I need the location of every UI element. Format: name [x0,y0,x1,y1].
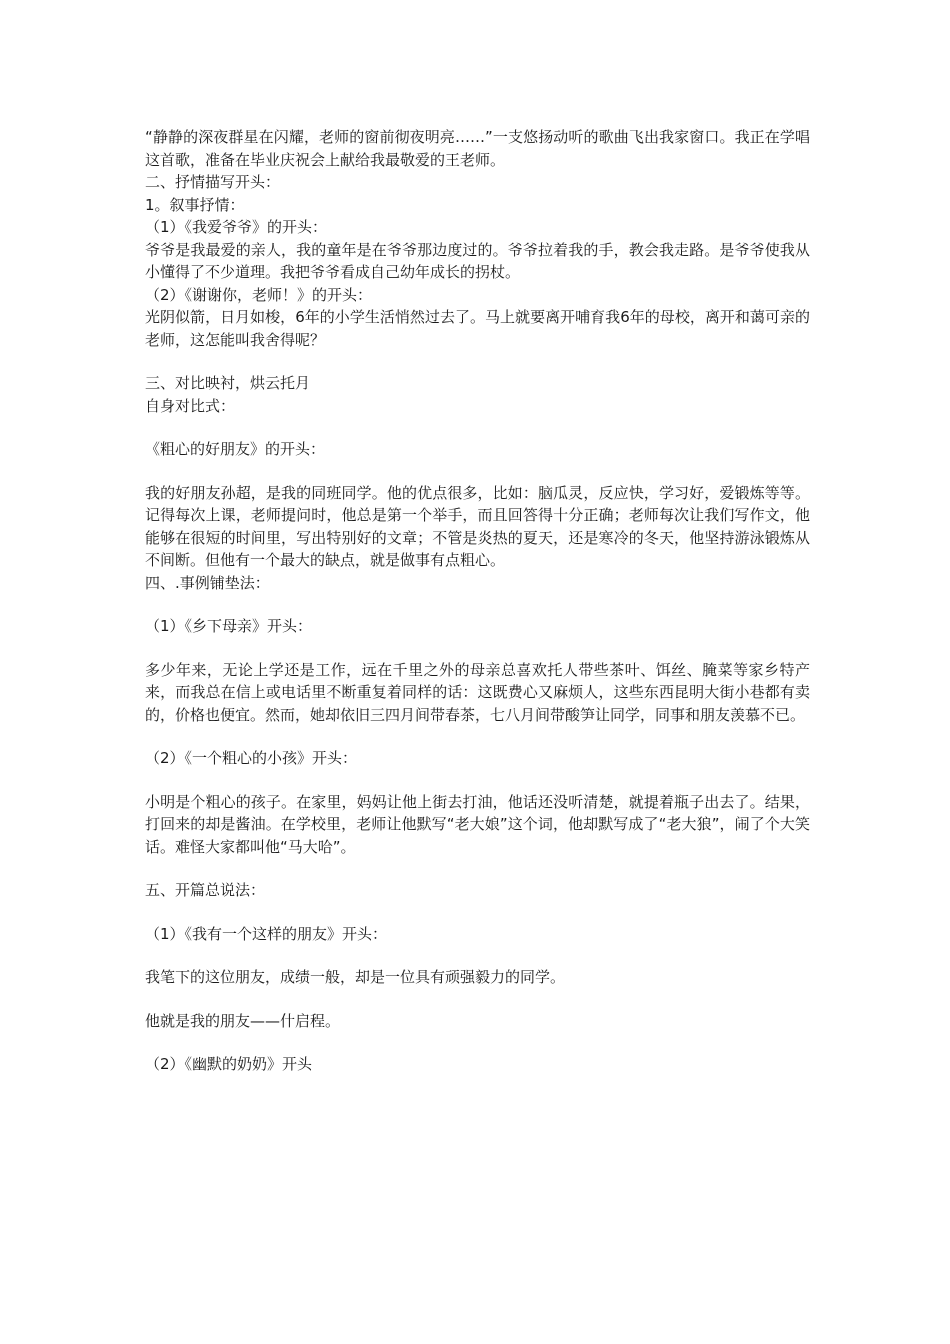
example-text-1: 爷爷是我最爱的亲人，我的童年是在爷爷那边度过的。爷爷拉着我的手，教会我走路。是爷爷使我从小懂得了不少道理。我把爷爷看成自己幼年成长的拐杖。 [145,240,810,281]
example-text-2: 光阴似箭，日月如梭，6年的小学生活悄然过去了。马上就要离开哺育我6年的母校，离开和蔼可亲的老师，这怎能叫我舍得呢？ [145,308,810,349]
document-body [145,126,810,1076]
paragraph-spacer [145,461,810,482]
heading-section-4: 四、.事例铺垫法： [145,573,270,592]
heading-section-5: 五、开篇总说法： [145,881,266,899]
example-title-3: 《粗心的好朋友》的开头： [145,440,326,458]
subheading-narrative-lyric: 1。叙事抒情： [145,195,245,214]
paragraph-spacer [145,858,810,879]
paragraph-spacer [145,638,810,659]
example-title-5: （2）《一个粗心的小孩》开头： [145,749,358,767]
paragraph-spacer [145,726,810,747]
paragraph-spacer [145,351,810,372]
paragraph-spacer [145,902,810,923]
example-title-7: （2）《幽默的奶奶》开头 [145,1055,313,1073]
heading-section-2: 二、抒情描写开头： [145,173,281,191]
example-text-6a: 我笔下的这位朋友，成绩一般，却是一位具有顽强毅力的同学。 [145,968,566,986]
example-text-6b: 他就是我的朋友——什启程。 [145,1011,341,1030]
example-text-5: 小明是个粗心的孩子。在家里，妈妈让他上街去打油，他话还没听清楚，就提着瓶子出去了。结果，打回来的却是酱油。在学校里，老师让他默写“老大娘”这个词，他却默写成了“老大狼”，闹了个大笑话。难怪大家都叫他“马大哈”。 [145,792,810,856]
paragraph-spacer [145,945,810,966]
paragraph-spacer [145,417,810,438]
example-title-6: （1）《我有一个这样的朋友》开头： [145,924,388,943]
paragraph-spacer [145,770,810,791]
subheading-self-contrast: 自身对比式： [145,396,236,415]
example-title-2: （2）《谢谢你，老师！》的开头： [145,285,373,304]
example-title-1: （1）《我爱爷爷》的开头： [145,218,328,236]
example-title-4: （1）《乡下母亲》开头： [145,617,313,635]
heading-section-3: 三、对比映衬，烘云托月 [145,374,311,392]
example-text-4: 多少年来，无论上学还是工作，远在千里之外的母亲总喜欢托人带些茶叶、饵丝、腌菜等家乡特产来，而我总在信上或电话里不断重复着同样的话：这既费心又麻烦人，这些东西昆明大街小巷都有卖的，价格也便宜。然而，她却依旧三四月间带春茶，七八月间带酸笋让同学，同事和朋友羡慕不已。 [145,660,810,724]
paragraph-spacer [145,989,810,1010]
paragraph-intro-song: “静静的深夜群星在闪耀，老师的窗前彻夜明亮……”一支悠扬动听的歌曲飞出我家窗口。我正在学唱这首歌，准备在毕业庆祝会上献给我最敬爱的王老师。 [145,128,810,169]
example-text-3: 我的好朋友孙超，是我的同班同学。他的优点很多，比如：脑瓜灵，反应快，学习好，爱锻炼等等。记得每次上课，老师提问时，他总是第一个举手，而且回答得十分正确；老师每次让我们写作文，他能够在很短的时间里，写出特别好的文章；不管是炎热的夏天，还是寒冷的冬天，他坚持游泳锻炼从不间断。但他有一个最大的缺点，就是做事有点粗心。 [145,483,810,569]
paragraph-spacer [145,594,810,615]
paragraph-spacer [145,1032,810,1053]
